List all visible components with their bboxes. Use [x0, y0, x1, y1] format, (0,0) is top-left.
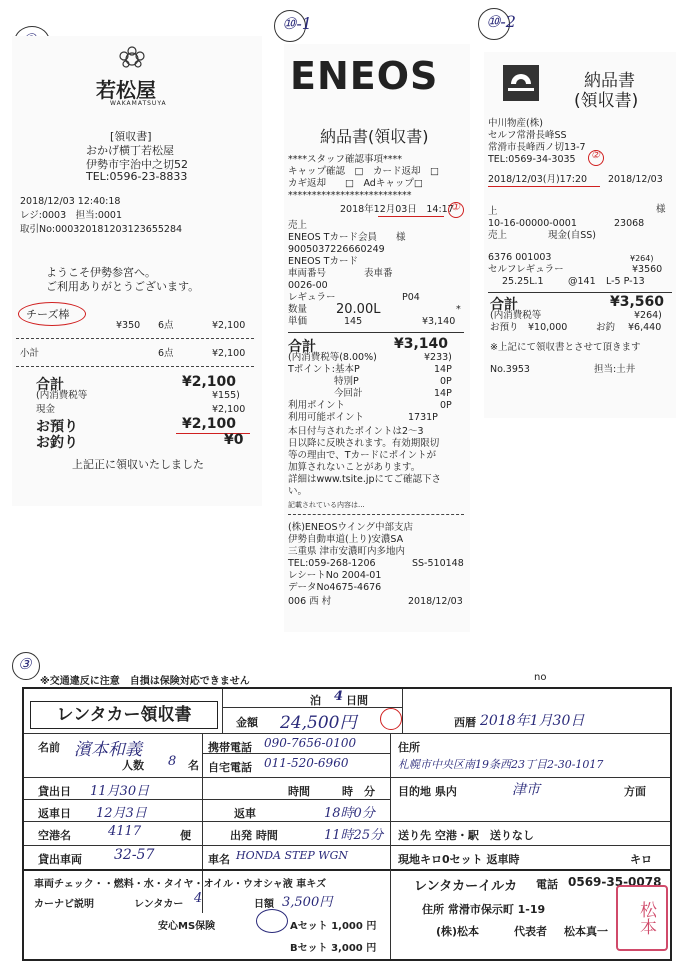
tax-value: ¥264)	[634, 310, 662, 321]
points-avail: 1731P	[408, 412, 438, 423]
item-tax: ¥264)	[630, 254, 654, 263]
total-value: ¥3,140	[394, 336, 449, 352]
fuel-pump: P04	[402, 292, 420, 303]
subtotal-label: 小計	[20, 348, 40, 359]
rep-label: 代表者	[514, 925, 547, 938]
receipt-date: 2018/12/03	[408, 596, 463, 607]
return-time-label: 返車	[234, 807, 256, 820]
vehicle-value: 表車番	[364, 268, 393, 279]
item-pump: L-5 P-13	[606, 276, 645, 287]
store-name: おかげ横丁若松屋	[86, 144, 174, 157]
tax-line: (内消費税等(8.00%)	[288, 352, 377, 363]
shop-tel: 0569-35-0078	[568, 875, 662, 889]
deposit-label: お預り	[36, 419, 78, 435]
points-use: 0P	[440, 400, 452, 411]
top-label: 上	[488, 206, 498, 217]
receipt-datetime: 2018/12/03 12:40:18	[20, 196, 121, 207]
mobile-label: 携帯電話	[208, 741, 252, 754]
receipt-title: [領収書]	[110, 130, 152, 143]
points-basic-label: Tポイント:基本P	[288, 364, 360, 375]
store-logo-sub: WAKAMATSUYA	[110, 100, 167, 107]
item-name: チーズ棒	[26, 308, 70, 321]
item-price: ¥350	[116, 320, 141, 331]
change-label: お釣り	[36, 435, 78, 451]
unit-value: 145	[344, 316, 363, 327]
item-qty: 25.25L.1	[502, 276, 544, 287]
send-label: 送り先 空港・駅 送りなし	[398, 829, 534, 842]
depart-value: 11時25分	[324, 828, 384, 843]
divider	[24, 869, 670, 871]
car-label: 貸出車両	[38, 853, 82, 866]
shop-tel-label: 電話	[536, 878, 558, 891]
item-code: 6376 001003	[488, 252, 552, 263]
depart-label: 出発 時間	[230, 829, 278, 842]
deposit-amount: ¥2,100	[182, 416, 237, 432]
date-label: 西暦	[454, 716, 476, 729]
divider	[222, 689, 223, 733]
staff-check: ****スタッフ確認事項****	[288, 154, 403, 165]
total-label: 合計	[36, 377, 64, 393]
model-label: 車名	[208, 853, 230, 866]
divider	[16, 338, 254, 339]
annotation-10-1: ⑩-1	[282, 14, 312, 33]
receipt-footer: 上記正に領収いたしました	[72, 458, 204, 471]
staff-name: 担当:土井	[594, 364, 636, 375]
mark-2: ②	[591, 150, 600, 161]
odo-label: 現地キロ0セット 返車時	[398, 853, 520, 866]
amount-value: 24,500円	[280, 713, 357, 733]
rental-receipt-form	[22, 687, 672, 961]
lend-value: 11月30日	[90, 784, 150, 799]
sale-label: 売上	[488, 230, 508, 241]
subtotal-amount: ¥2,100	[212, 348, 246, 359]
station-location: 三重県 津市安濃町内多地内	[288, 546, 406, 557]
eneos-logo: ENEOS	[290, 54, 439, 98]
station-name: 伊勢自動車道(上り)安濃SA	[288, 534, 404, 545]
insurance-label: 安心MS保険	[158, 921, 216, 932]
check-line-1: キャップ確認 □ カード返却 □	[288, 166, 439, 177]
receipt-number: レシートNo 2004-01	[288, 570, 382, 581]
home-label: 自宅電話	[208, 761, 252, 774]
sale-label: 売上	[288, 220, 308, 231]
total-label: 合計	[490, 297, 518, 313]
stars-line: **************************	[288, 190, 412, 201]
qty-mark: *	[456, 304, 461, 315]
receipt-datetime: 2018年12月03日 14:17	[340, 204, 454, 215]
card-name: ENEOS Tカード	[288, 256, 358, 267]
days-label: 日間	[346, 694, 368, 707]
divider	[288, 332, 464, 333]
daily-label: 日額	[254, 899, 274, 910]
stay-value: 4	[334, 689, 344, 704]
note-5: 詳細はwww.tsite.jpにてご確認下さ	[288, 474, 442, 485]
address-label: 住所	[398, 741, 420, 754]
receipt-eneos	[284, 44, 470, 632]
mobile-value: 090-7656-0100	[264, 736, 357, 750]
tax-value: ¥233)	[424, 352, 452, 363]
receipt-nakagawa	[484, 52, 676, 418]
home-value: 011-520-6960	[264, 756, 349, 770]
tax-label: (内消費税等	[490, 310, 542, 321]
receipt-title: 納品書(領収書)	[320, 127, 429, 146]
change-label: お釣	[596, 322, 616, 333]
divider	[288, 514, 464, 515]
unit-label: 単価	[288, 316, 308, 327]
dest-value: 津市	[512, 782, 540, 798]
greeting-2: ご利用ありがとうございます。	[46, 280, 200, 293]
note-2: 日以降に反映されます。有効期限切	[288, 438, 440, 449]
address-value: 札幌市中央区南19条西23丁目2-30-1017	[398, 758, 604, 771]
divider	[24, 733, 670, 734]
store-logo: 若松屋	[96, 78, 156, 102]
shop-address: 住所 常滑市保示町 1-19	[422, 903, 546, 916]
store-tel: TEL:0596-23-8833	[86, 170, 188, 183]
receipt-note: ※上記にて領収書とさせて頂きます	[490, 342, 641, 353]
set-b: Bセット 3,000 円	[290, 943, 377, 954]
divider	[24, 845, 670, 846]
vehicle-code: 0026-00	[288, 280, 328, 291]
deposit-label: お預り	[490, 322, 519, 333]
stay-label: 泊	[310, 694, 321, 707]
receipt-wakamatsuya	[12, 36, 262, 506]
selection-circle	[256, 909, 288, 933]
card-number: 9005037226660249	[288, 244, 385, 255]
time-label: 時間	[288, 785, 310, 798]
lend-label: 貸出日	[38, 785, 71, 798]
divider	[202, 753, 390, 754]
tax-amount: ¥155)	[212, 390, 240, 401]
company-name: (株)ENEOSウイング中部支店	[288, 522, 414, 533]
cash-label: 現金	[36, 404, 56, 415]
data-number: データNo4675-4676	[288, 582, 382, 593]
note-7: 記載されている内容は...	[288, 501, 365, 509]
time-min-label: 時 分	[342, 785, 375, 798]
item-price: ¥3560	[632, 264, 663, 275]
points-avail-label: 利用可能ポイント	[288, 412, 365, 423]
change-value: ¥6,440	[628, 322, 662, 333]
date-value: 2018年1月30日	[480, 713, 585, 729]
receipt-title-1: 納品書	[584, 71, 635, 91]
airport-label: 空港名	[38, 829, 71, 842]
subtotal-qty: 6点	[158, 348, 174, 359]
points-use-label: 利用ポイント	[288, 400, 346, 411]
receipt-title-2: (領収書)	[574, 91, 639, 111]
check-line-2: カギ返却 □ Adキャップ□	[288, 178, 423, 189]
company-logo-icon	[502, 64, 540, 102]
station-tel: TEL:059-268-1206	[288, 558, 376, 569]
total-value: ¥3,560	[610, 294, 665, 310]
divider	[488, 292, 672, 293]
navi-label: カーナビ説明	[34, 899, 94, 910]
station-name: セルフ常滑長峰SS	[488, 130, 567, 141]
tax-label: (内消費税等	[36, 390, 88, 401]
red-underline	[488, 186, 600, 187]
item-qty: 6点	[158, 320, 174, 331]
rental-label: レンタカー	[134, 899, 184, 910]
change-amount: ¥0	[224, 432, 244, 448]
points-now-label: 今回計	[334, 388, 363, 399]
rental-no-label: no	[534, 672, 547, 683]
ss-number: SS-510148	[412, 558, 464, 569]
total-amount: ¥2,100	[182, 374, 237, 390]
people-unit: 名	[188, 759, 199, 772]
code-line: 10-16-00000-0001	[488, 218, 577, 229]
points-special-label: 特別P	[334, 376, 359, 387]
receipt-datetime: 2018/12/03(月)17:20	[488, 174, 588, 185]
item-name: セルフレギュラー	[488, 264, 564, 275]
member-line: ENEOS Tカード会員 様	[288, 232, 406, 243]
flight-label: 便	[180, 829, 191, 842]
divider	[24, 799, 390, 800]
points-now: 14P	[434, 388, 452, 399]
note-1: 本日付与されたポイントは2〜3	[288, 426, 424, 437]
deposit-value: ¥10,000	[528, 322, 568, 333]
staff-name: 006 西 村	[288, 596, 332, 607]
cash-amount: ¥2,100	[212, 404, 246, 415]
shop-name: レンタカーイルカ	[414, 879, 518, 894]
car-value: 32-57	[114, 847, 155, 863]
station-address: 常滑市長峰西ノ切13-7	[488, 142, 586, 153]
payment-method: 現金(自SS)	[548, 230, 596, 241]
set-a: Aセット 1,000 円	[290, 921, 377, 932]
model-value: HONDA STEP WGN	[236, 849, 349, 862]
greeting-1: ようこそ伊勢参宮へ。	[46, 266, 156, 279]
mark-1: ①	[451, 202, 460, 213]
check-line: 車両チェック・・燃料・水・タイヤ・オイル・ウオシャ液 車キズ	[34, 879, 327, 890]
register-info: レジ:0003 担当:0001	[20, 210, 123, 221]
name-label: 名前	[38, 741, 60, 754]
name-value: 濱本和義	[74, 740, 142, 760]
divider	[24, 821, 670, 822]
rental-days: 4	[194, 891, 203, 906]
odo-unit: キロ	[630, 853, 652, 866]
daily-value: 3,500円	[282, 895, 333, 910]
annotation-3: ③	[18, 655, 32, 673]
rental-warning: ※交通違反に注意 自損は保険対応できません	[40, 676, 250, 687]
divider	[16, 366, 254, 367]
red-underline	[378, 216, 444, 217]
divider	[402, 689, 403, 733]
company-seal-stamp: 松本	[616, 885, 668, 951]
sama-label: 様	[656, 204, 666, 215]
line-total: ¥3,140	[422, 316, 456, 327]
airport-value: 4117	[108, 824, 142, 839]
item-unit: @141	[568, 276, 596, 287]
note-3: 等の理由で、Tカードにポイントが	[288, 450, 437, 461]
company-name: 中川物産(株)	[488, 118, 543, 129]
qty-label: 数量	[288, 304, 308, 315]
note-4: 加算されないことがあります。	[288, 462, 421, 473]
item-total: ¥2,100	[212, 320, 246, 331]
return-label: 返車日	[38, 807, 71, 820]
points-special: 0P	[440, 376, 452, 387]
rental-title: レンタカー領収書	[30, 701, 218, 729]
rep-name: 松本真一	[564, 925, 608, 938]
store-address: 伊勢市宇治中之切52	[86, 158, 188, 171]
divider	[24, 777, 670, 778]
return-value: 12月3日	[96, 806, 147, 821]
shop-company: (株)松本	[436, 925, 480, 938]
amount-label: 金額	[236, 716, 258, 729]
flower-logo-icon	[112, 46, 152, 72]
points-basic: 14P	[434, 364, 452, 375]
return-time-value: 18時0分	[324, 806, 375, 821]
people-label: 人数	[122, 759, 144, 772]
total-label: 合計	[288, 339, 316, 355]
annotation-10-2: ⑩-2	[486, 12, 516, 31]
receipt-no: No.3953	[490, 364, 530, 375]
divider	[390, 869, 391, 959]
dest-label: 目的地 県内	[398, 785, 457, 798]
vehicle-label: 車両番号	[288, 268, 327, 279]
code-value: 23068	[614, 218, 645, 229]
dest-direction: 方面	[624, 785, 646, 798]
people-value: 8	[168, 754, 177, 769]
transaction-no: 取引No:000320181203123655284	[20, 224, 183, 235]
receipt-date: 2018/12/03	[608, 174, 663, 185]
qty-value: 20.00L	[336, 302, 381, 317]
note-6: い。	[288, 486, 308, 497]
fuel-label: レギュラー	[288, 292, 336, 303]
seal-stamp-icon	[380, 708, 402, 730]
station-tel: TEL:0569-34-3035	[488, 154, 576, 165]
